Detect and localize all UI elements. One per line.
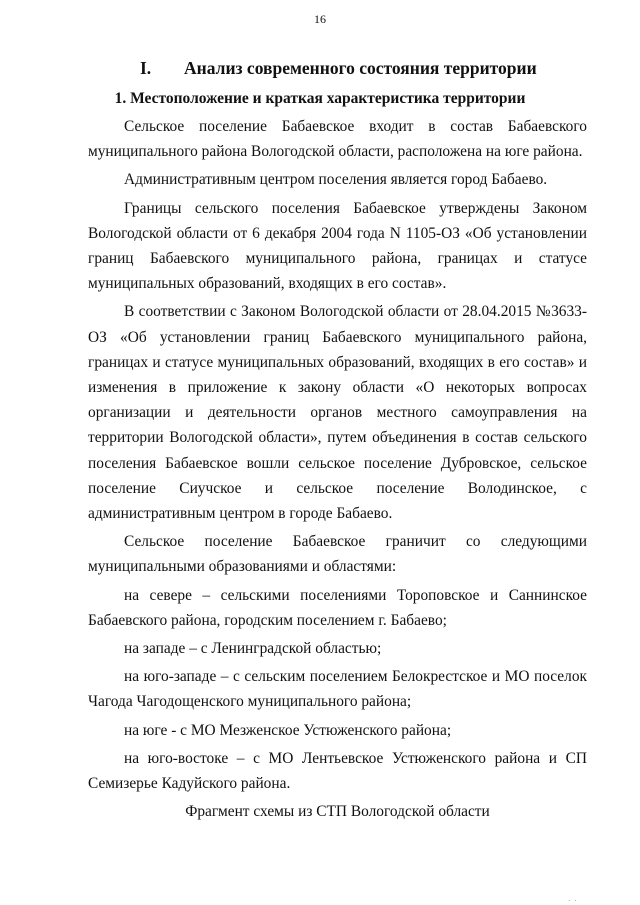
paragraph-admin-center: Административным центром поселения является город Бабаево.: [124, 171, 548, 189]
chapter-title-text: Анализ современного состояния территории: [184, 58, 537, 78]
paragraph-southwest: на юго-западе – с сельским поселением Белокрестское и МО поселок Чагода Чагодощенского муниципального района;: [88, 668, 587, 711]
paragraph-borders-law: Границы сельского поселения Бабаевское утверждены Законом Вологодской области от 6 декабря 2004 года N 1105-ОЗ «Об установлении границ Бабаевского муниципального района, границах и статусе муниципальных образований, входящих в его состав».: [88, 199, 587, 293]
paragraph-merger: В соответствии с Законом Вологодской области от 28.04.2015 №3633-ОЗ «Об установлении границ Бабаевского муниципального района, границах и статусе муниципальных образований, входящих в его состав» и изменения в приложение к закону области «О некоторых вопросах организации и деятельности органов местного самоуправления на территории Вологодской области», путем объединения в состав сельского поселения Бабаевское вошли сельское поселение Дубровское, сельское поселение Сиучское и сельское поселение Володинское, с административным центром в городе Бабаево.: [88, 303, 587, 523]
paragraph-neighbors-intro: Сельское поселение Бабаевское граничит со следующими муниципальными образованиями и областями:: [88, 533, 587, 576]
paragraph-location: Сельское поселение Бабаевское входит в состав Бабаевского муниципального района Вологодской области, расположена на юге района.: [88, 118, 587, 161]
document-body: [88, 114, 587, 824]
figure-caption: Фрагмент схемы из СТП Вологодской области: [185, 803, 490, 821]
section-title: 1. Местоположение и краткая характеристика территории: [114, 90, 526, 107]
paragraph-south: на юге - с МО Мезженское Устюженского района;: [124, 721, 452, 739]
paragraph-west: на западе – с Ленинградской областью;: [124, 640, 382, 658]
chapter-number: I.: [140, 58, 152, 78]
scan-artifact: · ·: [568, 897, 578, 905]
paragraph-southeast: на юго-востоке – с МО Лентьевское Устюженского района и СП Семизерье Кадуйского района.: [88, 749, 587, 793]
paragraph-north: на севере – сельскими поселениями Тороповское и Саннинское Бабаевского района, городским поселением г. Бабаево;: [88, 586, 587, 629]
chapter-title: [140, 58, 537, 79]
page-number: 16: [314, 12, 326, 26]
